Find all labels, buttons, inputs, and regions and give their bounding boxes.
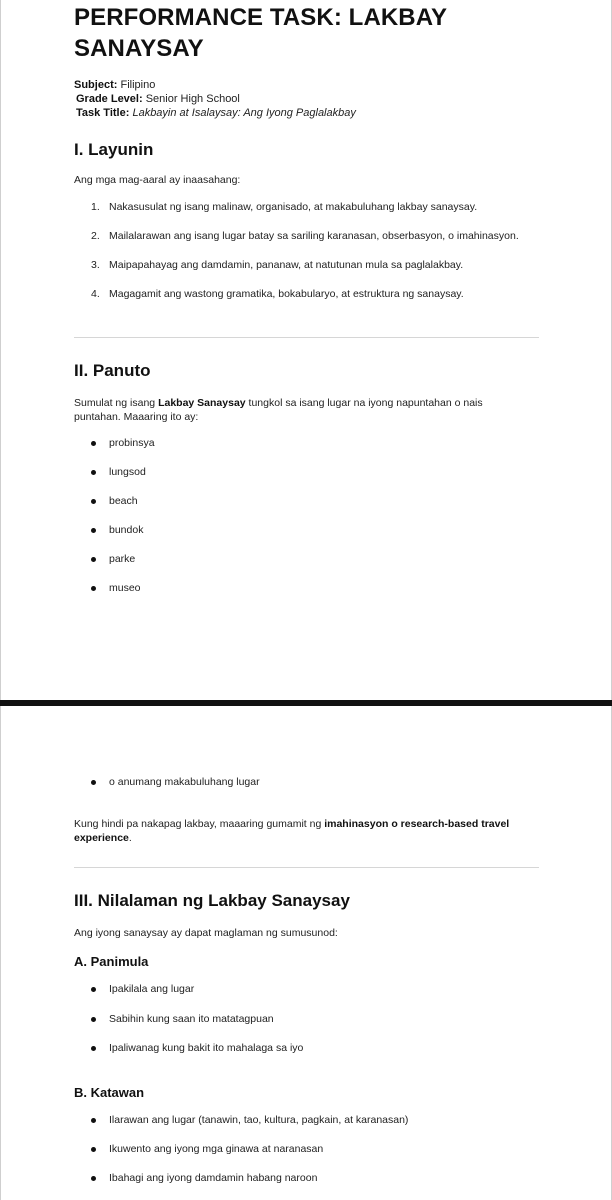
list-item: o anumang makabuluhang lugar bbox=[109, 776, 260, 788]
bullet-dot bbox=[91, 441, 96, 446]
list-item: Ipaliwanag kung bakit ito mahalaga sa iyo bbox=[109, 1042, 303, 1054]
bullet-dot bbox=[91, 586, 96, 591]
grade-level-line bbox=[76, 92, 240, 106]
section-heading-panuto: II. Panuto bbox=[74, 361, 151, 380]
bullet-dot bbox=[91, 780, 96, 785]
section-heading-layunin: I. Layunin bbox=[74, 140, 154, 159]
list-item: Ilarawan ang lugar (tanawin, tao, kultura, pagkain, at karanasan) bbox=[109, 1114, 408, 1126]
grade-level-value: Senior High School bbox=[145, 93, 240, 105]
list-item: Ibahagi ang iyong damdamin habang naroon bbox=[109, 1172, 317, 1184]
bullet-dot bbox=[91, 557, 96, 562]
bullet-dot bbox=[91, 987, 96, 992]
layunin-item: 4. Magagamit ang wastong gramatika, bokabularyo, at estruktura ng sanaysay. bbox=[91, 288, 464, 300]
document-title: PERFORMANCE TASK: LAKBAY SANAYSAY bbox=[74, 4, 447, 62]
layunin-item: 1. Nakasusulat ng isang malinaw, organisado, at makabuluhang lakbay sanaysay. bbox=[91, 201, 478, 213]
bullet-dot bbox=[91, 1118, 96, 1123]
document-page-2 bbox=[0, 706, 612, 1200]
list-item: lungsod bbox=[109, 466, 146, 478]
layunin-item: 2. Mailalarawan ang isang lugar batay sa sariling karanasan, obserbasyon, o imahinasyon. bbox=[91, 230, 519, 242]
list-item: beach bbox=[109, 495, 138, 507]
panuto-note: Kung hindi pa nakapag lakbay, maaaring gumamit ng imahinasyon o research-based travel experience. bbox=[74, 818, 510, 844]
bullet-dot bbox=[91, 1147, 96, 1152]
bullet-dot bbox=[91, 470, 96, 475]
list-item: Ipakilala ang lugar bbox=[109, 983, 194, 995]
list-item: parke bbox=[109, 553, 135, 565]
layunin-intro: Ang mga mag-aaral ay inaasahang: bbox=[74, 174, 241, 186]
nilalaman-intro: Ang iyong sanaysay ay dapat maglaman ng sumusunod: bbox=[74, 927, 338, 939]
layunin-item: 3. Maipapahayag ang damdamin, pananaw, at natutunan mula sa paglalakbay. bbox=[91, 259, 464, 271]
list-item: Ikuwento ang iyong mga ginawa at naranasan bbox=[109, 1143, 323, 1155]
subject-value: Filipino bbox=[120, 79, 156, 91]
list-item: probinsya bbox=[109, 437, 155, 449]
bullet-dot bbox=[91, 1176, 96, 1181]
list-item: bundok bbox=[109, 524, 143, 536]
bullet-dot bbox=[91, 1017, 96, 1022]
panuto-intro: Sumulat ng isang Lakbay Sanaysay tungkol sa isang lugar na iyong napuntahan o nais puntahan. Maaaring ito ay: bbox=[74, 397, 483, 423]
grade-level-label: Grade Level: bbox=[76, 93, 143, 105]
section-divider bbox=[74, 337, 539, 338]
bullet-dot bbox=[91, 499, 96, 504]
task-title-value: Lakbayin at Isalaysay: Ang Iyong Paglalakbay bbox=[132, 107, 356, 119]
subheading-katawan: B. Katawan bbox=[74, 1085, 145, 1100]
section-heading-nilalaman: III. Nilalaman ng Lakbay Sanaysay bbox=[74, 891, 350, 910]
subject-line bbox=[74, 78, 155, 92]
list-item: Sabihin kung saan ito matatagpuan bbox=[109, 1013, 274, 1025]
subject-label: Subject: bbox=[74, 79, 118, 91]
task-title-line bbox=[76, 106, 356, 120]
subheading-panimula: A. Panimula bbox=[74, 954, 149, 969]
section-divider bbox=[74, 867, 539, 868]
bullet-dot bbox=[91, 528, 96, 533]
bullet-dot bbox=[91, 1046, 96, 1051]
task-title-label: Task Title: bbox=[76, 107, 130, 119]
list-item: museo bbox=[109, 582, 141, 594]
